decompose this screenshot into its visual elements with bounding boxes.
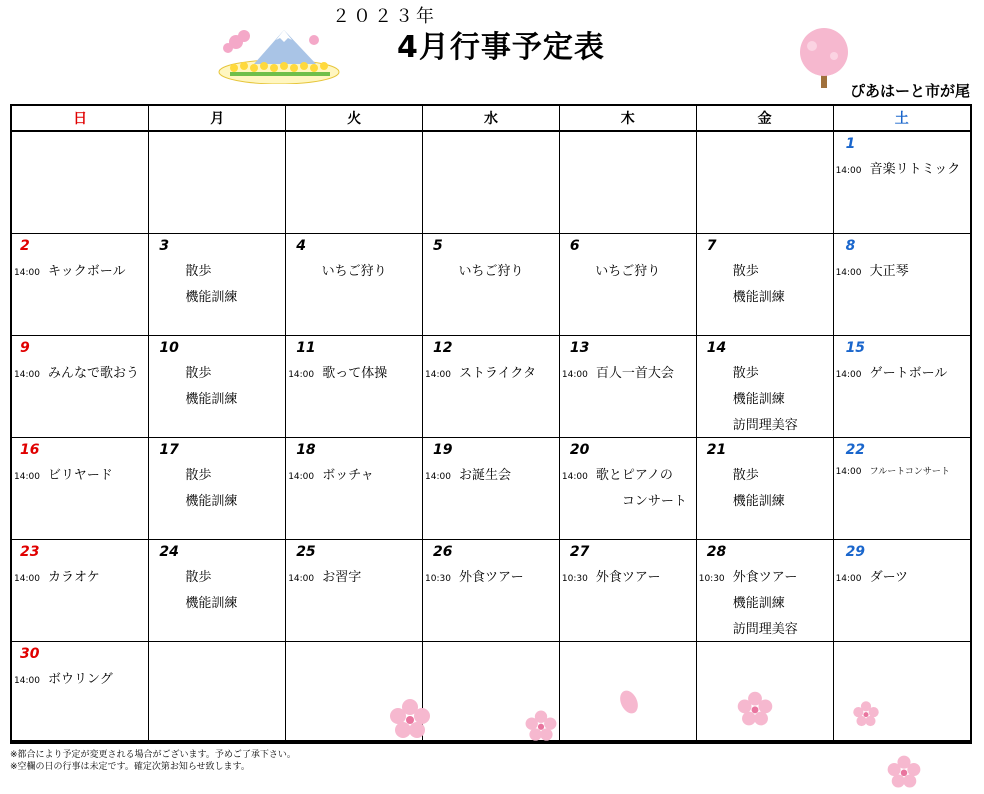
calendar-day-cell — [286, 234, 423, 336]
weekday-tuesday: 火 — [286, 106, 423, 131]
calendar-day-cell — [696, 438, 833, 540]
event-item — [14, 362, 146, 388]
event-name: ボッチャ — [322, 468, 374, 483]
day-number: 7 — [706, 238, 717, 254]
calendar-day-cell — [12, 642, 149, 744]
event-list — [14, 260, 146, 286]
event-item — [699, 362, 831, 388]
event-name: いちご狩り — [458, 264, 524, 279]
calendar-week-row — [12, 336, 970, 438]
event-name: 大正琴 — [869, 264, 909, 279]
event-item — [836, 362, 968, 388]
event-item — [699, 490, 831, 516]
calendar-day-cell — [12, 336, 149, 438]
event-time: 14:00 — [425, 472, 451, 482]
calendar-day-cell — [149, 234, 286, 336]
event-time: 14:00 — [14, 574, 40, 584]
day-number: 4 — [296, 238, 306, 254]
event-time: 10:30 — [698, 574, 725, 584]
event-item — [14, 464, 146, 490]
event-list — [151, 362, 283, 414]
weekday-thursday: 木 — [559, 106, 696, 131]
day-number: 2 — [20, 238, 30, 254]
event-list — [562, 260, 694, 286]
event-item — [836, 566, 968, 592]
event-list — [425, 260, 557, 286]
calendar-day-cell — [149, 131, 286, 234]
event-list — [562, 362, 694, 388]
event-name: ボウリング — [48, 672, 113, 687]
calendar-week-row — [12, 438, 970, 540]
calendar-grid — [10, 104, 972, 742]
event-list — [425, 464, 557, 490]
event-item — [288, 464, 420, 490]
day-number: 5 — [433, 238, 443, 254]
day-number: 15 — [845, 340, 866, 356]
day-number: 8 — [845, 238, 856, 254]
event-name: 外食ツアー — [595, 570, 661, 585]
event-name: 機能訓練 — [732, 392, 785, 407]
calendar-day-cell — [286, 131, 423, 234]
calendar-week-row — [12, 642, 970, 744]
page-title: 4月行事予定表 — [397, 30, 605, 65]
event-list — [836, 260, 968, 286]
event-list — [836, 464, 968, 490]
event-item — [699, 566, 831, 592]
event-time: 14:00 — [14, 472, 40, 482]
event-item — [151, 566, 283, 592]
event-item — [151, 362, 283, 388]
calendar-day-cell — [149, 642, 286, 744]
event-item — [288, 362, 420, 388]
event-time: 14:00 — [288, 574, 315, 584]
footnote-line: ※空欄の日の行事は未定です。確定次第お知らせ致します。 — [10, 762, 250, 772]
event-item — [14, 668, 146, 694]
event-item — [151, 286, 283, 312]
event-list — [14, 566, 146, 592]
event-list — [288, 464, 420, 490]
day-number: 29 — [845, 544, 866, 560]
calendar-day-cell — [833, 540, 970, 642]
calendar-week-row — [12, 234, 970, 336]
day-number: 24 — [159, 544, 179, 560]
event-item — [699, 286, 831, 312]
event-item — [562, 490, 694, 516]
event-time: 10:30 — [425, 574, 451, 584]
day-number: 14 — [706, 340, 727, 356]
event-name: コンサート — [621, 494, 687, 509]
calendar-week-row — [12, 131, 970, 234]
calendar-day-cell — [149, 438, 286, 540]
event-item — [151, 388, 283, 414]
day-number: 1 — [845, 136, 856, 152]
event-list — [699, 362, 831, 440]
weekday-saturday: 土 — [833, 106, 970, 131]
year-label: ２０２３年 — [332, 6, 437, 27]
event-name: みんなで歌おう — [48, 366, 140, 381]
calendar-day-cell — [286, 438, 423, 540]
event-time: 14:00 — [14, 370, 40, 380]
event-time: 14:00 — [835, 370, 862, 380]
event-time: 14:00 — [288, 370, 315, 380]
calendar-day-cell — [423, 336, 560, 438]
calendar-day-cell — [12, 234, 149, 336]
day-number: 25 — [296, 544, 316, 560]
footnote-line: ※都合により予定が変更される場合がございます。予めご了承下さい。 — [10, 750, 296, 760]
event-item — [151, 592, 283, 618]
day-number: 30 — [20, 646, 40, 662]
weekday-sunday: 日 — [12, 106, 149, 131]
event-name: 機能訓練 — [732, 596, 785, 611]
event-item — [562, 464, 694, 490]
event-name: 機能訓練 — [185, 596, 238, 611]
event-list — [288, 260, 420, 286]
weekday-friday: 金 — [696, 106, 833, 131]
calendar-day-cell — [559, 336, 696, 438]
event-list — [836, 362, 968, 388]
event-item — [151, 260, 283, 286]
calendar-day-cell — [833, 336, 970, 438]
event-time: 14:00 — [14, 268, 40, 278]
day-number: 22 — [845, 442, 866, 458]
event-list — [425, 566, 557, 592]
event-item — [288, 260, 420, 286]
event-list — [699, 566, 831, 644]
day-number: 10 — [159, 340, 179, 356]
calendar-day-cell — [423, 438, 560, 540]
day-number: 12 — [433, 340, 453, 356]
day-number: 21 — [706, 442, 727, 458]
event-list — [699, 464, 831, 516]
event-item — [562, 566, 694, 592]
event-name: 散歩 — [185, 264, 212, 279]
event-item — [836, 158, 968, 184]
event-time: 14:00 — [425, 370, 451, 380]
event-item — [699, 618, 831, 644]
day-number: 23 — [20, 544, 40, 560]
calendar-day-cell — [559, 540, 696, 642]
calendar-week-row — [12, 540, 970, 642]
sakura-petal-icon — [736, 690, 774, 728]
event-list — [836, 158, 968, 184]
event-list — [562, 464, 694, 516]
event-name: 機能訓練 — [732, 494, 785, 509]
event-item — [151, 490, 283, 516]
calendar-day-cell — [423, 131, 560, 234]
event-name: フルートコンサート — [869, 467, 950, 477]
mount-fuji-flowers-illustration — [214, 22, 344, 84]
event-list — [836, 566, 968, 592]
event-list — [425, 362, 557, 388]
day-number: 16 — [20, 442, 40, 458]
calendar-day-cell — [149, 540, 286, 642]
event-name: ゲートボール — [869, 366, 948, 381]
sakura-petal-icon — [852, 700, 880, 728]
event-name: 百人一首大会 — [595, 366, 674, 381]
event-time: 14:00 — [835, 574, 862, 584]
event-name: 散歩 — [185, 570, 212, 585]
day-number: 6 — [569, 238, 580, 254]
event-item — [699, 464, 831, 490]
calendar-day-cell — [12, 131, 149, 234]
sakura-petal-icon — [524, 709, 558, 743]
event-item — [425, 260, 557, 286]
day-number: 26 — [433, 544, 453, 560]
weekday-header-row — [12, 106, 970, 131]
weekday-wednesday: 水 — [423, 106, 560, 131]
calendar-day-cell — [559, 131, 696, 234]
calendar-day-cell — [833, 438, 970, 540]
event-list — [151, 464, 283, 516]
calendar-day-cell — [423, 234, 560, 336]
sakura-petal-icon — [388, 697, 432, 741]
event-name: 訪問理美容 — [732, 418, 798, 433]
footnotes — [10, 749, 296, 773]
event-item — [288, 566, 420, 592]
event-name: 歌って体操 — [322, 366, 388, 381]
calendar-day-cell — [696, 234, 833, 336]
day-number: 27 — [569, 544, 590, 560]
organization-name: ぴあはーと市が尾 — [849, 82, 970, 100]
day-number: 28 — [706, 544, 727, 560]
event-name: 散歩 — [185, 366, 212, 381]
event-item — [699, 260, 831, 286]
event-item — [836, 464, 968, 490]
day-number: 19 — [433, 442, 453, 458]
day-number: 18 — [296, 442, 316, 458]
event-list — [151, 260, 283, 312]
calendar-day-cell — [423, 540, 560, 642]
event-item — [699, 388, 831, 414]
day-number: 3 — [159, 238, 170, 254]
event-item — [425, 464, 557, 490]
day-number: 17 — [159, 442, 179, 458]
calendar-day-cell — [12, 540, 149, 642]
calendar-day-cell — [559, 438, 696, 540]
event-item — [836, 260, 968, 286]
event-name: 散歩 — [732, 366, 759, 381]
event-item — [562, 260, 694, 286]
event-name: 外食ツアー — [459, 570, 524, 585]
event-list — [14, 668, 146, 694]
calendar-day-cell — [559, 234, 696, 336]
event-name: お習字 — [322, 570, 362, 585]
calendar-day-cell — [833, 131, 970, 234]
event-item — [699, 592, 831, 618]
event-name: 音楽リトミック — [869, 162, 961, 177]
event-name: キックボール — [48, 264, 126, 279]
event-name: 機能訓練 — [185, 290, 238, 305]
event-name: 外食ツアー — [732, 570, 798, 585]
calendar-day-cell — [696, 131, 833, 234]
calendar-day-cell — [833, 234, 970, 336]
event-name: カラオケ — [48, 570, 100, 585]
event-name: 歌とピアノの — [595, 468, 673, 483]
event-list — [562, 566, 694, 592]
day-number: 13 — [569, 340, 590, 356]
day-number: 11 — [296, 340, 316, 356]
event-name: 機能訓練 — [185, 494, 238, 509]
cherry-tree-illustration — [792, 26, 856, 90]
event-name: お誕生会 — [459, 468, 512, 483]
event-item — [14, 260, 146, 286]
event-time: 14:00 — [561, 370, 588, 380]
event-name: ビリヤード — [48, 468, 113, 483]
event-list — [288, 566, 420, 592]
event-item — [14, 566, 146, 592]
event-list — [699, 260, 831, 312]
event-time: 14:00 — [835, 166, 862, 176]
calendar-day-cell — [286, 336, 423, 438]
calendar-day-cell — [696, 540, 833, 642]
event-item — [699, 414, 831, 440]
calendar-day-cell — [149, 336, 286, 438]
weekday-monday: 月 — [149, 106, 286, 131]
event-time: 14:00 — [835, 268, 862, 278]
event-name: 散歩 — [185, 468, 212, 483]
event-name: いちご狩り — [321, 264, 387, 279]
sakura-petal-icon — [618, 688, 640, 716]
event-name: 散歩 — [732, 264, 759, 279]
day-number: 20 — [569, 442, 590, 458]
event-name: いちご狩り — [595, 264, 661, 279]
day-number: 9 — [20, 340, 30, 356]
sakura-petal-icon — [886, 754, 922, 790]
event-item — [562, 362, 694, 388]
calendar-day-cell — [12, 438, 149, 540]
event-list — [151, 566, 283, 618]
event-time: 10:30 — [561, 574, 588, 584]
event-name: 訪問理美容 — [732, 622, 798, 637]
event-list — [288, 362, 420, 388]
event-name: ダーツ — [869, 570, 909, 585]
calendar-day-cell — [286, 540, 423, 642]
calendar-day-cell — [696, 336, 833, 438]
event-name: 機能訓練 — [732, 290, 785, 305]
event-time: 14:00 — [561, 472, 588, 482]
event-item — [151, 464, 283, 490]
event-list — [14, 464, 146, 490]
event-item — [425, 566, 557, 592]
event-item — [425, 362, 557, 388]
event-name: ストライクタ — [459, 366, 537, 381]
event-name: 機能訓練 — [185, 392, 238, 407]
event-time: 14:00 — [835, 467, 862, 477]
event-name: 散歩 — [732, 468, 759, 483]
event-time: 14:00 — [288, 472, 315, 482]
event-list — [14, 362, 146, 388]
event-time: 14:00 — [14, 676, 40, 686]
